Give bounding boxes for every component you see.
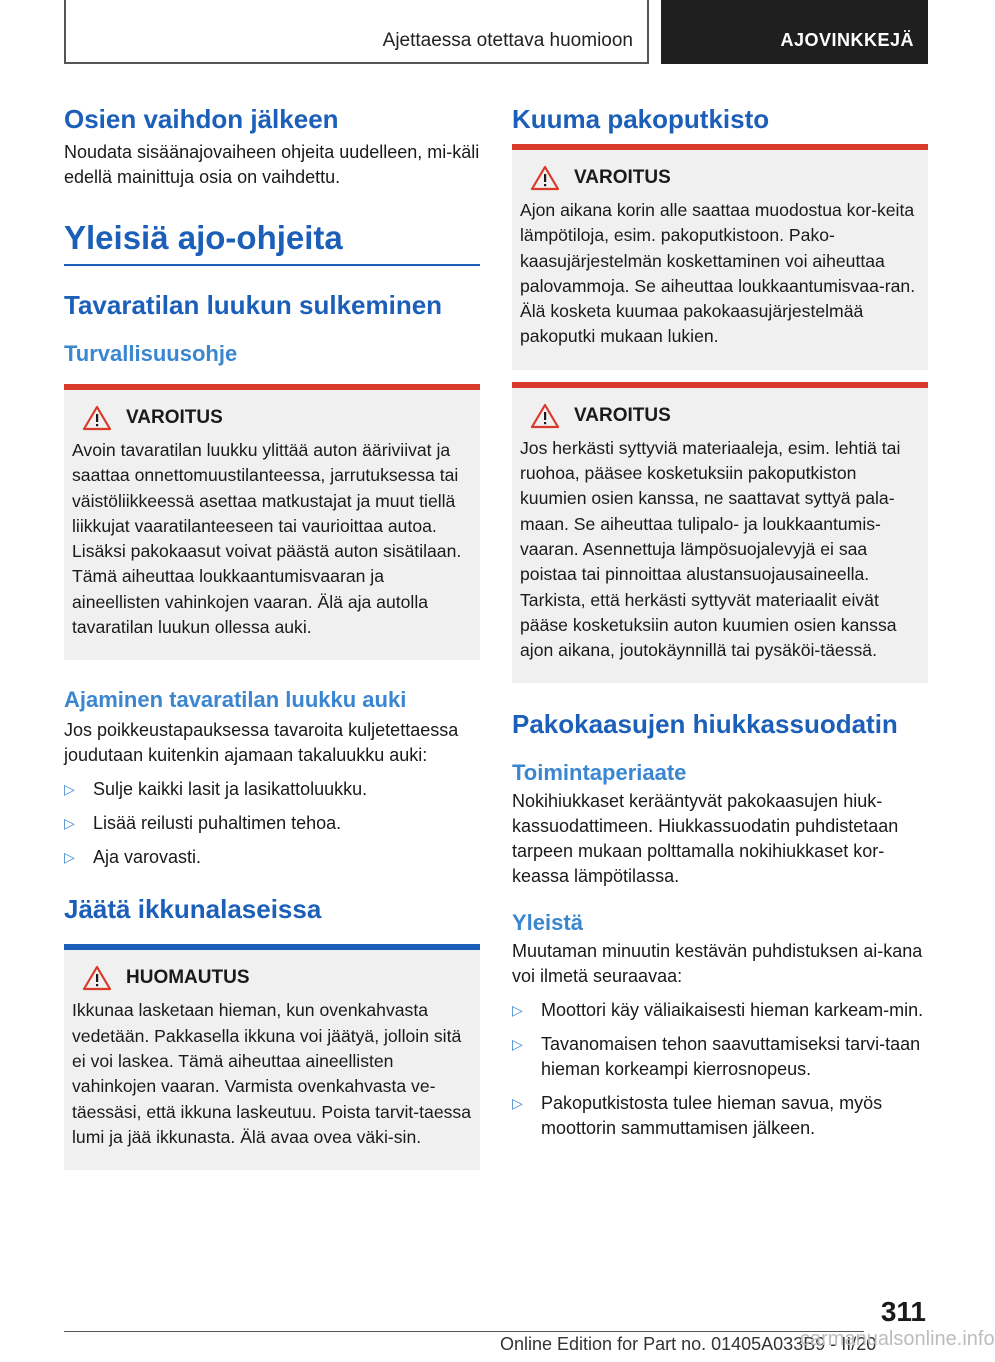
list-item-text: Sulje kaikki lasit ja lasikattoluukku.: [93, 779, 368, 800]
right-column: [512, 100, 928, 1141]
header-title-box: [64, 0, 649, 64]
bullet-triangle-icon: ▷: [512, 1002, 523, 1019]
list-item: [64, 777, 480, 802]
bullet-triangle-icon: ▷: [64, 815, 75, 832]
warning-triangle-icon: [530, 165, 560, 191]
paragraph-driving-open: Jos poikkeustapauksessa tavaroita kuljetettaessa joudutaan kuitenkin ajamaan takaluukku auki:: [64, 720, 459, 766]
warning-box-hot-exhaust: [512, 144, 928, 370]
bullet-triangle-icon: ▷: [512, 1036, 523, 1053]
note-text: Ikkunaa lasketaan hieman, kun ovenkahvasta vedetään. Pakkasella ikkuna voi jäätyä, jolloin sitä ei voi laskea. Tämä aiheuttaa aineellisten vahinkojen vaaran. Varmista ovenkahvasta ve-täessäsi, että ikkuna laskeutuu. Poista tarvit-taessa lumi ja jää ikkunasta. Älä avaa ovea väki-sin.: [72, 1000, 471, 1147]
warning-header: [520, 402, 920, 430]
paragraph-general: Muutaman minuutin kestävän puhdistuksen ai-kana voi ilmetä seuraavaa:: [512, 941, 923, 987]
chapter-rule: [64, 264, 480, 266]
bullet-triangle-icon: ▷: [64, 849, 75, 866]
warning-header: [72, 404, 472, 432]
section-title-hot-exhaust: Kuuma pakoputkisto: [512, 104, 770, 134]
warning-box-tailgate: [64, 384, 480, 660]
subsection-title-driving-open: Ajaminen tavaratilan luukku auki: [64, 687, 407, 713]
warning-header: [520, 164, 920, 192]
page-number: 311: [880, 1296, 926, 1327]
paragraph-principle: Nokihiukkaset kerääntyvät pakokaasujen hiuk-kassuodattimeen. Hiukkassuodatin puhdistetaan tarpeen mukaan polttamalla nokihiukkaset kor-keassa lämpötilassa.: [512, 791, 899, 887]
header-chapter: AJOVINKKEJÄ: [780, 30, 914, 50]
bullet-triangle-icon: ▷: [512, 1095, 523, 1112]
subsection-title-general: Yleistä: [512, 910, 583, 936]
footer-rule: [64, 1331, 864, 1332]
section-title-ice: Jäätä ikkunalaseissa: [64, 894, 322, 925]
warning-label: VAROITUS: [574, 404, 671, 426]
note-box-ice: [64, 944, 480, 1170]
list-driving-open: [64, 777, 480, 870]
list-item: [512, 998, 928, 1023]
list-item: [64, 845, 480, 870]
warning-triangle-icon: [82, 965, 112, 991]
list-general: [512, 998, 928, 1141]
warning-text: Avoin tavaratilan luukku ylittää auton ääriviivat ja saattaa onnettomuustilanteessa, jarrutuksessa tai väistöliikkeessä asettaa matkustajat ja muut tiellä liikkujat vaaratilanteeseen tai vaurioittaa autoa. Lisäksi pakokaasut voivat päästä auton sisätilaan. Tämä aiheuttaa loukkaantumisvaaran ja aineellisten vahinkojen vaaran. Älä aja autolla tavaratilan luukun ollessa auki.: [72, 440, 462, 638]
warning-triangle-icon: [82, 405, 112, 431]
left-column: [64, 100, 480, 1170]
page-header: [64, 0, 928, 64]
header-chapter-box: [661, 0, 928, 64]
list-item-text: Lisää reilusti puhaltimen tehoa.: [93, 813, 342, 834]
warning-triangle-icon: [530, 403, 560, 429]
bullet-triangle-icon: ▷: [64, 781, 75, 798]
list-item-text: Aja varovasti.: [93, 847, 202, 868]
list-item: [512, 1091, 928, 1141]
subsection-title-safety: Turvallisuusohje: [64, 341, 238, 366]
chapter-title: Yleisiä ajo-ohjeita: [64, 219, 343, 256]
list-item: [512, 1032, 928, 1082]
header-title: Ajettaessa otettava huomioon: [382, 30, 633, 51]
list-item-text: Pakoputkistosta tulee hieman savua, myös moottorin sammuttamisen jälkeen.: [541, 1093, 883, 1139]
list-item-text: Tavanomaisen tehon saavuttamiseksi tarvi-taan hieman korkeampi kierrosnopeus.: [541, 1034, 921, 1080]
list-item: [64, 811, 480, 836]
note-label: HUOMAUTUS: [126, 967, 250, 989]
subsection-title-principle: Toimintaperiaate: [512, 760, 687, 786]
section-title-parts-replaced: Osien vaihdon jälkeen: [64, 104, 339, 134]
section-title-particle-filter: Pakokaasujen hiukkassuodatin: [512, 709, 898, 740]
warning-text: Jos herkästi syttyviä materiaaleja, esim. lehtiä tai ruohoa, pääsee kosketuksiin pakoputkiston kuumien osien kanssa, ne saattavat syttyä pala-maan. Se aiheuttaa tulipalo- ja loukkaantumis-vaaran. Asennettuja lämpösuojalevyjä ei saa poistaa tai pinnoittaa alustansuojausaineella. Tarkista, että herkästi syttyvät materiaalit eivät pääse kosketuksiin auton kuumien osien kanssa ajon aikana, joutokäynnillä tai pysäköi-täessä.: [520, 437, 901, 661]
footer-edition: Online Edition for Part no. 01405A033B9 - II/20: [500, 1334, 877, 1354]
warning-label: VAROITUS: [126, 407, 223, 428]
warning-text: Ajon aikana korin alle saattaa muodostua kor-keita lämpötiloja, esim. pakoputkistoon. Pako-kaasujärjestelmän koskettaminen voi aiheuttaa palovammoja. Se aiheuttaa loukkaantumisvaa-ran. Älä kosketa kuumaa pakokaasujärjestelmää pakoputki mukaan lukien.: [520, 200, 916, 347]
section-title-tailgate: Tavaratilan luukun sulkeminen: [64, 290, 443, 320]
watermark: carmanualsonline.info: [800, 1328, 995, 1350]
list-item-text: Moottori käy väliaikaisesti hieman karkeam-min.: [541, 1000, 924, 1021]
warning-label: VAROITUS: [574, 167, 671, 188]
paragraph-parts-replaced: Noudata sisäänajovaiheen ohjeita uudelleen, mi-käli edellä mainittuja osia on vaihdettu.: [64, 142, 480, 187]
note-header: [72, 964, 472, 992]
warning-box-flammable: [512, 382, 928, 684]
